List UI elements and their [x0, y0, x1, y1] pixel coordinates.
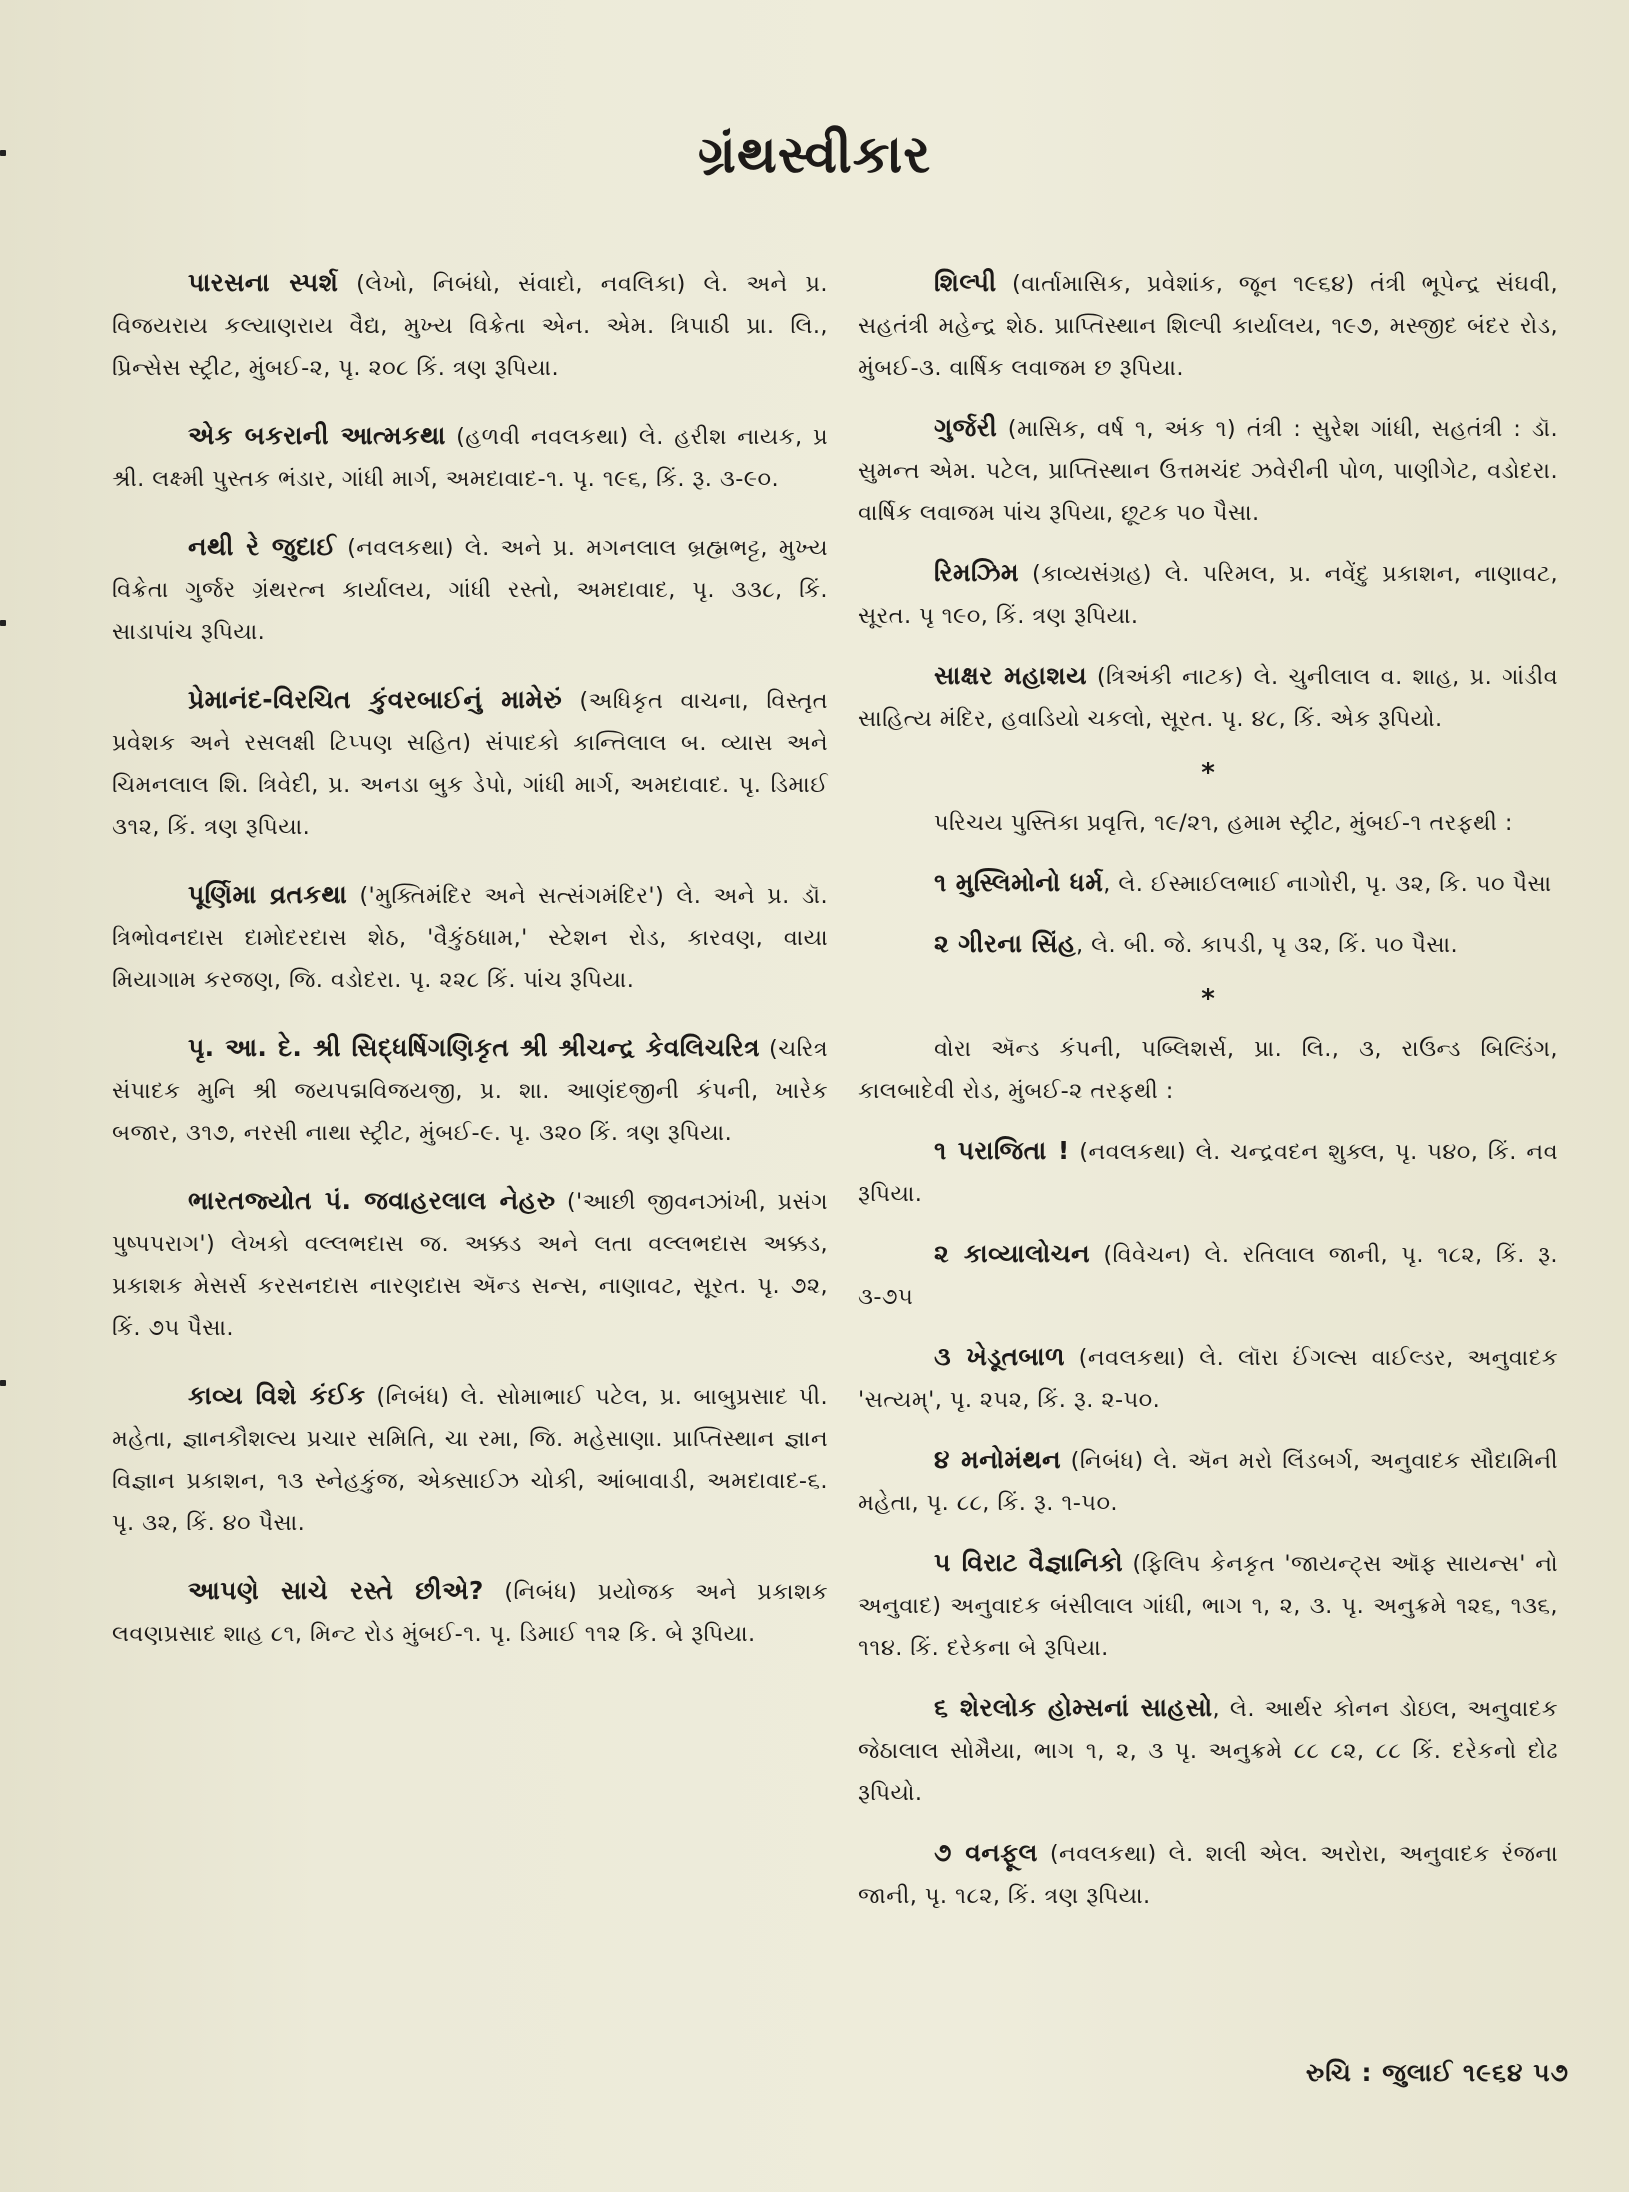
book-title: ૨ ગીરના સિંહ — [934, 929, 1077, 958]
book-entry — [858, 1832, 1558, 1917]
book-details: (નવલકથા) લે. અને પ્ર. મગનલાલ બ્રહ્મભટ્ટ, મુખ્ય વિક્રેતા ગુર્જર ગ્રંથરત્ન કાર્યાલય, ગાંધી રસ્તો, અમદાવાદ, પૃ. ૩૩૮, કિં. સાડાપાંચ રૂપિયા. — [112, 535, 828, 645]
right-column — [858, 262, 1558, 1935]
book-entry — [112, 874, 828, 1001]
book-entry — [858, 262, 1558, 389]
book-title: પારસના સ્પર્શ — [188, 268, 339, 297]
publisher-intro: પરિચય પુસ્તિકા પ્રવૃત્તિ, ૧૯/૨૧, હમામ સ્ટ્રીટ, મુંબઈ-૧ તરફથી : — [934, 810, 1513, 836]
book-details: (નવલકથા) લે. લૉરા ઈંગલ્સ વાઈલ્ડર, અનુવાદક 'સત્યમ્', પૃ. ૨૫૨, કિં. રૂ. ૨-૫૦. — [858, 1345, 1558, 1413]
book-title: ૬ શેરલોક હોમ્સનાં સાહસો — [934, 1693, 1213, 1722]
book-title: પ્રેમાનંદ-વિરચિત કુંવરબાઈનું મામેરું — [188, 685, 563, 714]
book-title: કાવ્ય વિશે કંઈક — [188, 1381, 366, 1410]
book-title: ૭ વનફૂલ — [934, 1838, 1038, 1867]
book-title: ૩ ખેડૂતબાળ — [934, 1342, 1065, 1371]
book-entry — [858, 1130, 1558, 1215]
book-entry — [112, 1027, 828, 1154]
book-details: (વાર્તામાસિક, પ્રવેશાંક, જૂન ૧૯૬૪) તંત્રી ભૂપેન્દ્ર સંઘવી, સહતંત્રી મહેન્દ્ર શેઠ. પ્રાપ્તિસ્થાન શિલ્પી કાર્યાલય, ૧૯૭, મસ્જીદ બંદર રોડ, મુંબઈ-૩. વાર્ષિક લવાજમ છ રૂપિયા. — [858, 271, 1558, 381]
page-footer: રુચિ : જુલાઈ ૧૯૬૪ ૫૭ — [1305, 2058, 1569, 2087]
book-details: (કાવ્યસંગ્રહ) લે. પરિમલ, પ્ર. નવેંદુ પ્રકાશન, નાણાવટ, સૂરત. પૃ ૧૯૦, કિં. ત્રણ રૂપિયા. — [858, 561, 1558, 629]
book-title: સાક્ષર મહાશય — [934, 661, 1087, 690]
book-entry — [112, 1180, 828, 1349]
book-details: , લે. આર્થર કોનન ડોઇલ, અનુવાદક જેઠાલાલ સોમૈયા, ભાગ ૧, ૨, ૩ પૃ. અનુક્રમે ૮૮ ૮૨, ૮૮ કિં. દરેકનો દોઢ રૂપિયો. — [858, 1696, 1559, 1806]
book-title: આપણે સાચે રસ્તે છીએ? — [188, 1576, 484, 1605]
book-title: શિલ્પી — [934, 268, 997, 297]
book-details: , લે. બી. જે. કાપડી, પૃ ૩૨, કિં. ૫૦ પૈસા. — [1076, 932, 1459, 958]
book-details: (ત્રિઅંકી નાટક) લે. ચુનીલાલ વ. શાહ, પ્ર. ગાંડીવ સાહિત્ય મંદિર, હવાડિયો ચકલો, સૂરત. પૃ. ૪૮, કિં. એક રૂપિયો. — [858, 664, 1558, 732]
book-entry — [112, 526, 828, 653]
book-details: ('આછી જીવનઝાંખી, પ્રસંગ પુષ્પપરાગ') લેખકો વલ્લભદાસ જ. અક્કડ અને લતા વલ્લભદાસ અક્કડ, પ્રકાશક મેસર્સ કરસનદાસ નારણદાસ ઍન્ડ સન્સ, નાણાવટ, સૂરત. પૃ. ૭૨, કિં. ૭૫ પૈસા. — [112, 1189, 829, 1341]
book-entry — [112, 262, 828, 389]
scan-mark — [0, 1380, 6, 1386]
book-title: પૂર્ણિમા વ્રતકથા — [188, 880, 348, 909]
book-entry — [858, 862, 1558, 905]
book-details: (નવલકથા) લે. ચન્દ્રવદન શુક્લ, પૃ. ૫૪૦, કિં. નવ રૂપિયા. — [858, 1139, 1558, 1207]
left-column — [112, 262, 828, 1681]
book-details: (નિબંધ) પ્રયોજક અને પ્રકાશક લવણપ્રસાદ શાહ ૮૧, મિન્ટ રોડ મુંબઈ-૧. પૃ. ડિમાઈ ૧૧૨ કિ. બે રૂપિયા. — [112, 1579, 828, 1647]
book-title: ૧ મુસ્લિમોનો ધર્મ — [934, 868, 1104, 897]
book-entry — [112, 1375, 828, 1544]
book-title: પૃ. આ. દે. શ્રી સિદ્ધર્ષિગણિકૃત શ્રી શ્રીચન્દ્ર કેવલિચરિત્ર — [188, 1033, 760, 1062]
book-entry — [858, 407, 1558, 534]
book-details: , લે. ઈસ્માઈલભાઈ નાગોરી, પૃ. ૩૨, કિ. ૫૦ પૈસા — [1103, 871, 1552, 897]
page-title: ગ્રંથસ્વીકાર — [697, 125, 932, 185]
book-entry — [858, 1439, 1558, 1524]
book-details: (હળવી નવલકથા) લે. હરીશ નાયક, પ્ર શ્રી. લક્ષ્મી પુસ્તક ભંડાર, ગાંધી માર્ગ, અમદાવાદ-૧. પૃ. ૧૯૬, કિં. રૂ. ૩-૯૦. — [112, 424, 828, 492]
book-entry — [858, 923, 1558, 966]
book-entry — [112, 415, 828, 500]
book-details: (નિબંધ) લે. સોમાભાઈ પટેલ, પ્ર. બાબુપ્રસાદ પી. મહેતા, જ્ઞાનકૌશલ્ય પ્રચાર સમિતિ, ચા રમા, જિ. મહેસાણા. પ્રાપ્તિસ્થાન જ્ઞાન વિજ્ઞાન પ્રકાશન, ૧૩ સ્નેહકુંજ, એક્સાઈઝ ચોકી, આંબાવાડી, અમદાવાદ-૬. પૃ. ૩૨, કિં. ૪૦ પૈસા. — [112, 1384, 828, 1536]
book-title: ગુર્જરી — [934, 413, 998, 442]
book-details: (વિવેચન) લે. રતિલાલ જાની, પૃ. ૧૮૨, કિં. રૂ. ૩-૭૫ — [858, 1242, 1558, 1310]
book-entry — [112, 1570, 828, 1655]
scan-mark — [0, 620, 6, 626]
book-entry — [858, 552, 1558, 637]
book-entry — [858, 1687, 1558, 1814]
book-details: (નવલકથા) લે. શલી એલ. અરોરા, અનુવાદક રંજના જાની, પૃ. ૧૮૨, કિં. ત્રણ રૂપિયા. — [858, 1841, 1558, 1909]
book-details: (નિબંધ) લે. ઍન મરો લિંડબર્ગ, અનુવાદક સૌદામિની મહેતા, પૃ. ૮૮, કિં. રૂ. ૧-૫૦. — [858, 1448, 1558, 1516]
separator-asterisk: * — [1201, 758, 1215, 788]
book-title: ૨ કાવ્યાલોચન — [934, 1239, 1091, 1268]
publisher-intro: વોરા ઍન્ડ કંપની, પબ્લિશર્સ, પ્રા. લિ., ૩, રાઉન્ડ બિલ્ડિંગ, કાલબાદેવી રોડ, મુંબઈ-૨ તરફથી : — [858, 1036, 1558, 1104]
book-entry — [858, 1542, 1558, 1669]
book-entry — [858, 1233, 1558, 1318]
book-details: (અધિકૃત વાચના, વિસ્તૃત પ્રવેશક અને રસલક્ષી ટિપ્પણ સહિત) સંપાદકો કાન્તિલાલ બ. વ્યાસ અને ચિમનલાલ શિ. ત્રિવેદી, પ્ર. અનડા બુક ડેપો, ગાંધી માર્ગ, અમદાવાદ. પૃ. ડિમાઈ ૩૧૨, કિં. ત્રણ રૂપિયા. — [112, 688, 828, 840]
book-entry — [112, 679, 828, 848]
book-title: રિમઝિમ — [934, 558, 1019, 587]
book-details: (લેખો, નિબંધો, સંવાદો, નવલિકા) લે. અને પ્ર. વિજયરાય કલ્યાણરાય વૈદ્ય, મુખ્ય વિક્રેતા એન. એમ. ત્રિપાઠી પ્રા. લિ., પ્રિન્સેસ સ્ટ્રીટ, મુંબઈ-૨, પૃ. ૨૦૮ કિં. ત્રણ રૂપિયા. — [112, 271, 828, 381]
book-details: ('મુક્તિમંદિર અને સત્સંગમંદિર') લે. અને પ્ર. ડૉ. ત્રિભોવનદાસ દામોદરદાસ શેઠ, 'વૈકુંઠધામ,' સ્ટેશન રોડ, કારવણ, વાયા મિયાગામ કરજણ, જિ. વડોદરા. પૃ. ૨૨૮ કિં. પાંચ રૂપિયા. — [112, 883, 828, 993]
book-title: એક બકરાની આત્મકથા — [188, 421, 446, 450]
book-title: નથી રે જુદાઈ — [188, 532, 337, 561]
book-title: ભારતજ્યોત પં. જવાહરલાલ નેહરુ — [188, 1186, 556, 1215]
book-details: (ચરિત્ર સંપાદક મુનિ શ્રી જયપદ્મવિજયજી, પ્ર. શા. આણંદજીની કંપની, ખારેક બજાર, ૩૧૭, નરસી નાથા સ્ટ્રીટ, મુંબઈ-૯. પૃ. ૩૨૦ કિં. ત્રણ રૂપિયા. — [112, 1036, 828, 1146]
book-title: ૪ મનોમંથન — [934, 1445, 1062, 1474]
book-entry — [858, 655, 1558, 740]
book-entry — [858, 1336, 1558, 1421]
book-title: ૫ વિરાટ વૈજ્ઞાનિકો — [934, 1548, 1124, 1577]
book-details: (માસિક, વર્ષ ૧, અંક ૧) તંત્રી : સુરેશ ગાંધી, સહતંત્રી : ડૉ. સુમન્ત એમ. પટેલ, પ્રાપ્તિસ્થાન ઉત્તમચંદ ઝવેરીની પોળ, પાણીગેટ, વડોદરા. વાર્ષિક લવાજમ પાંચ રૂપિયા, છૂટક ૫૦ પૈસા. — [858, 416, 1558, 526]
separator-asterisk: * — [1201, 984, 1215, 1014]
book-details: (ફિલિપ કેનકૃત 'જાયન્ટ્સ ઑફ સાયન્સ' નો અનુવાદ) અનુવાદક બંસીલાલ ગાંધી, ભાગ ૧, ૨, ૩. પૃ. અનુક્રમે ૧૨૬, ૧૩૬, ૧૧૪. કિં. દરેકના બે રૂપિયા. — [858, 1551, 1558, 1661]
book-title: ૧ પરાજિતા ! — [934, 1136, 1070, 1165]
